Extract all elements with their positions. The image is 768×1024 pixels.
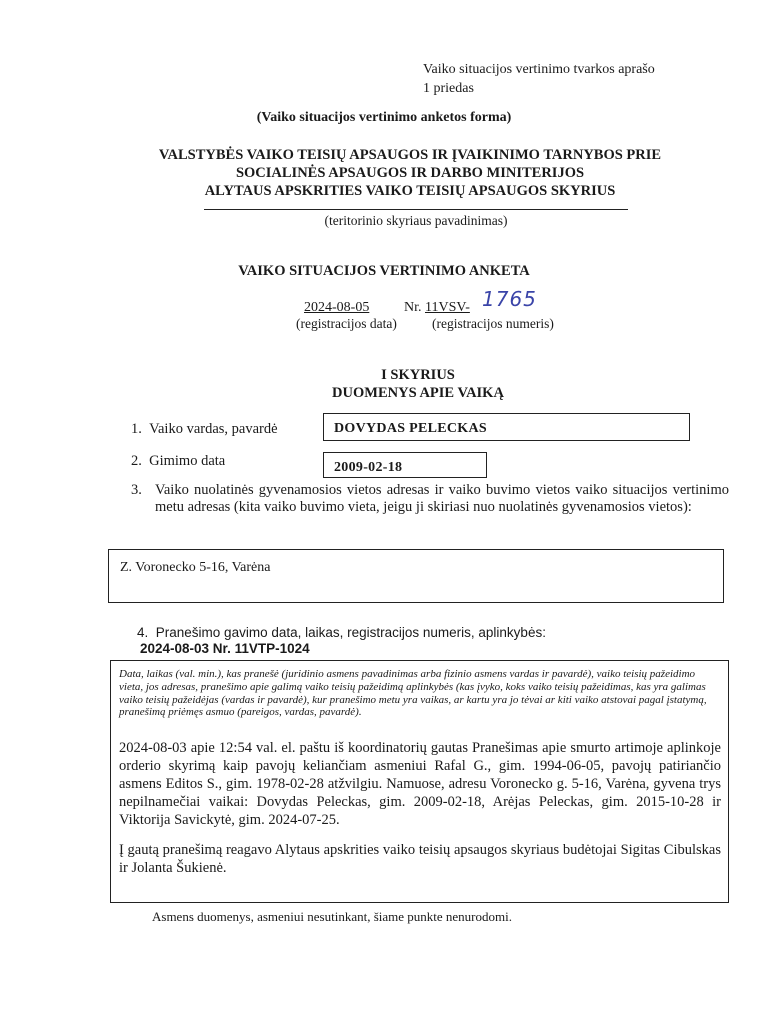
- child-name-value: DOVYDAS PELECKAS: [334, 421, 487, 436]
- report-paragraph-1: 2024-08-03 apie 12:54 val. el. paštu iš koordinatorių gautas Pranešimas apie smurto artimoje aplinkoje orderio skyrimą kaip pavojų keliančiam asmeniui Rafal G., gim. 1994-06-05, pavojų patiriančio asmens Editos S., gim. 1978-02-28 atžvilgiu. Namuose, adresu Voronecko g. 5-16, Varėna, gyvena trys nepilnamečiai vaikai: Dovydas Peleckas, gim. 2009-02-18, Arėjas Peleckas, gim. 2015-10-28 ir Viktorija Savickytė, gim. 2024-07-25.: [119, 740, 721, 828]
- annex-reference: [423, 60, 655, 98]
- institution-underline: [204, 209, 628, 210]
- handwritten-registration-number: 1765: [482, 287, 537, 311]
- registration-number: [404, 300, 470, 316]
- field-number: 4.: [137, 625, 149, 640]
- field-number: 3.: [131, 482, 142, 498]
- institution-line-3: ALYTAUS APSKRITIES VAIKO TEISIŲ APSAUGOS SKYRIUS: [204, 183, 616, 199]
- field-label: Vaiko nuolatinės gyvenamosios vietos adresas ir vaiko buvimo vietos vaiko situacijos vertinimo metu adresas (kita vaiko buvimo vieta, jeigu ji skiriasi nuo nuolatinės gyvenamosios vietos):: [155, 482, 729, 515]
- birth-date-value: 2009-02-18: [334, 460, 403, 475]
- report-paragraph-2: Į gautą pranešimą reagavo Alytaus apskrities vaiko teisių apsaugos skyriaus budėtojai Sigitas Cibulskas ir Jolanta Šukienė.: [119, 842, 721, 876]
- field-label: Gimimo data: [149, 453, 226, 469]
- registration-nr-prefix: Nr.: [404, 300, 422, 315]
- field-label: Pranešimo gavimo data, laikas, registracijos numeris, aplinkybės:: [155, 625, 546, 640]
- field-label: Vaiko vardas, pavardė: [149, 421, 278, 437]
- form-name: (Vaiko situacijos vertinimo anketos forma): [256, 110, 512, 125]
- address-field: [108, 549, 724, 603]
- annex-line-1: Vaiko situacijos vertinimo tvarkos aprašo: [423, 62, 655, 77]
- field-number: 1.: [131, 421, 142, 437]
- report-details-box: [110, 660, 729, 903]
- registration-date-caption: (registracijos data): [296, 316, 397, 331]
- field-birth-date-label: [131, 453, 225, 470]
- section-title: DUOMENYS APIE VAIKĄ: [332, 385, 504, 401]
- annex-line-2: 1 priedas: [423, 81, 474, 96]
- report-instructions: Data, laikas (val. min.), kas pranešė (juridinio asmens pavadinimas arba fizinio asmens vardas ir pavardė), vaiko teisių pažeidimo vieta, jos adresas, pranešimo apie galimą vaiko teisių pažeidimą aplinkybės (kas įvyko, koks vaiko teisių pažeidimas, kas yra galimas vaiko teisių pažeidėjas (vardas ir pavardė), kur pranešimo metu yra vaikas, ar kartu yra jo tėvai ar kiti vaiko atstovai pagal įstatymą, pranešimą priėmęs asmuo (pareigos, vardas, pavardė).: [119, 668, 707, 719]
- field-child-name-label: [131, 421, 278, 438]
- institution-caption: (teritorinio skyriaus pavadinimas): [324, 213, 508, 228]
- institution-line-2: SOCIALINĖS APSAUGOS IR DARBO MINITERIJOS: [235, 165, 585, 181]
- section-number: I SKYRIUS: [381, 367, 455, 383]
- child-name-field: [323, 413, 690, 441]
- registration-date: [304, 300, 369, 316]
- institution-line-1: VALSTYBĖS VAIKO TEISIŲ APSAUGOS IR ĮVAIKINIMO TARNYBOS PRIE: [158, 147, 662, 163]
- registration-number-value: 11VSV-: [425, 300, 470, 315]
- registration-date-value: 2024-08-05: [304, 300, 370, 315]
- address-value: Z. Voronecko 5-16, Varėna: [120, 560, 271, 575]
- field-number: 2.: [131, 453, 142, 469]
- field-address-label: [131, 482, 729, 515]
- field-report-label: [137, 625, 546, 640]
- privacy-footnote: Asmens duomenys, asmeniui nesutinkant, šiame punkte nenurodomi.: [152, 909, 512, 924]
- report-body: [119, 739, 721, 877]
- registration-number-caption: (registracijos numeris): [432, 316, 554, 331]
- report-registration-value: 2024-08-03 Nr. 11VTP-1024: [140, 641, 310, 656]
- birth-date-field: [323, 452, 487, 478]
- institution-name: [60, 146, 760, 200]
- document-title: VAIKO SITUACIJOS VERTINIMO ANKETA: [238, 263, 530, 279]
- section-heading: [0, 366, 768, 402]
